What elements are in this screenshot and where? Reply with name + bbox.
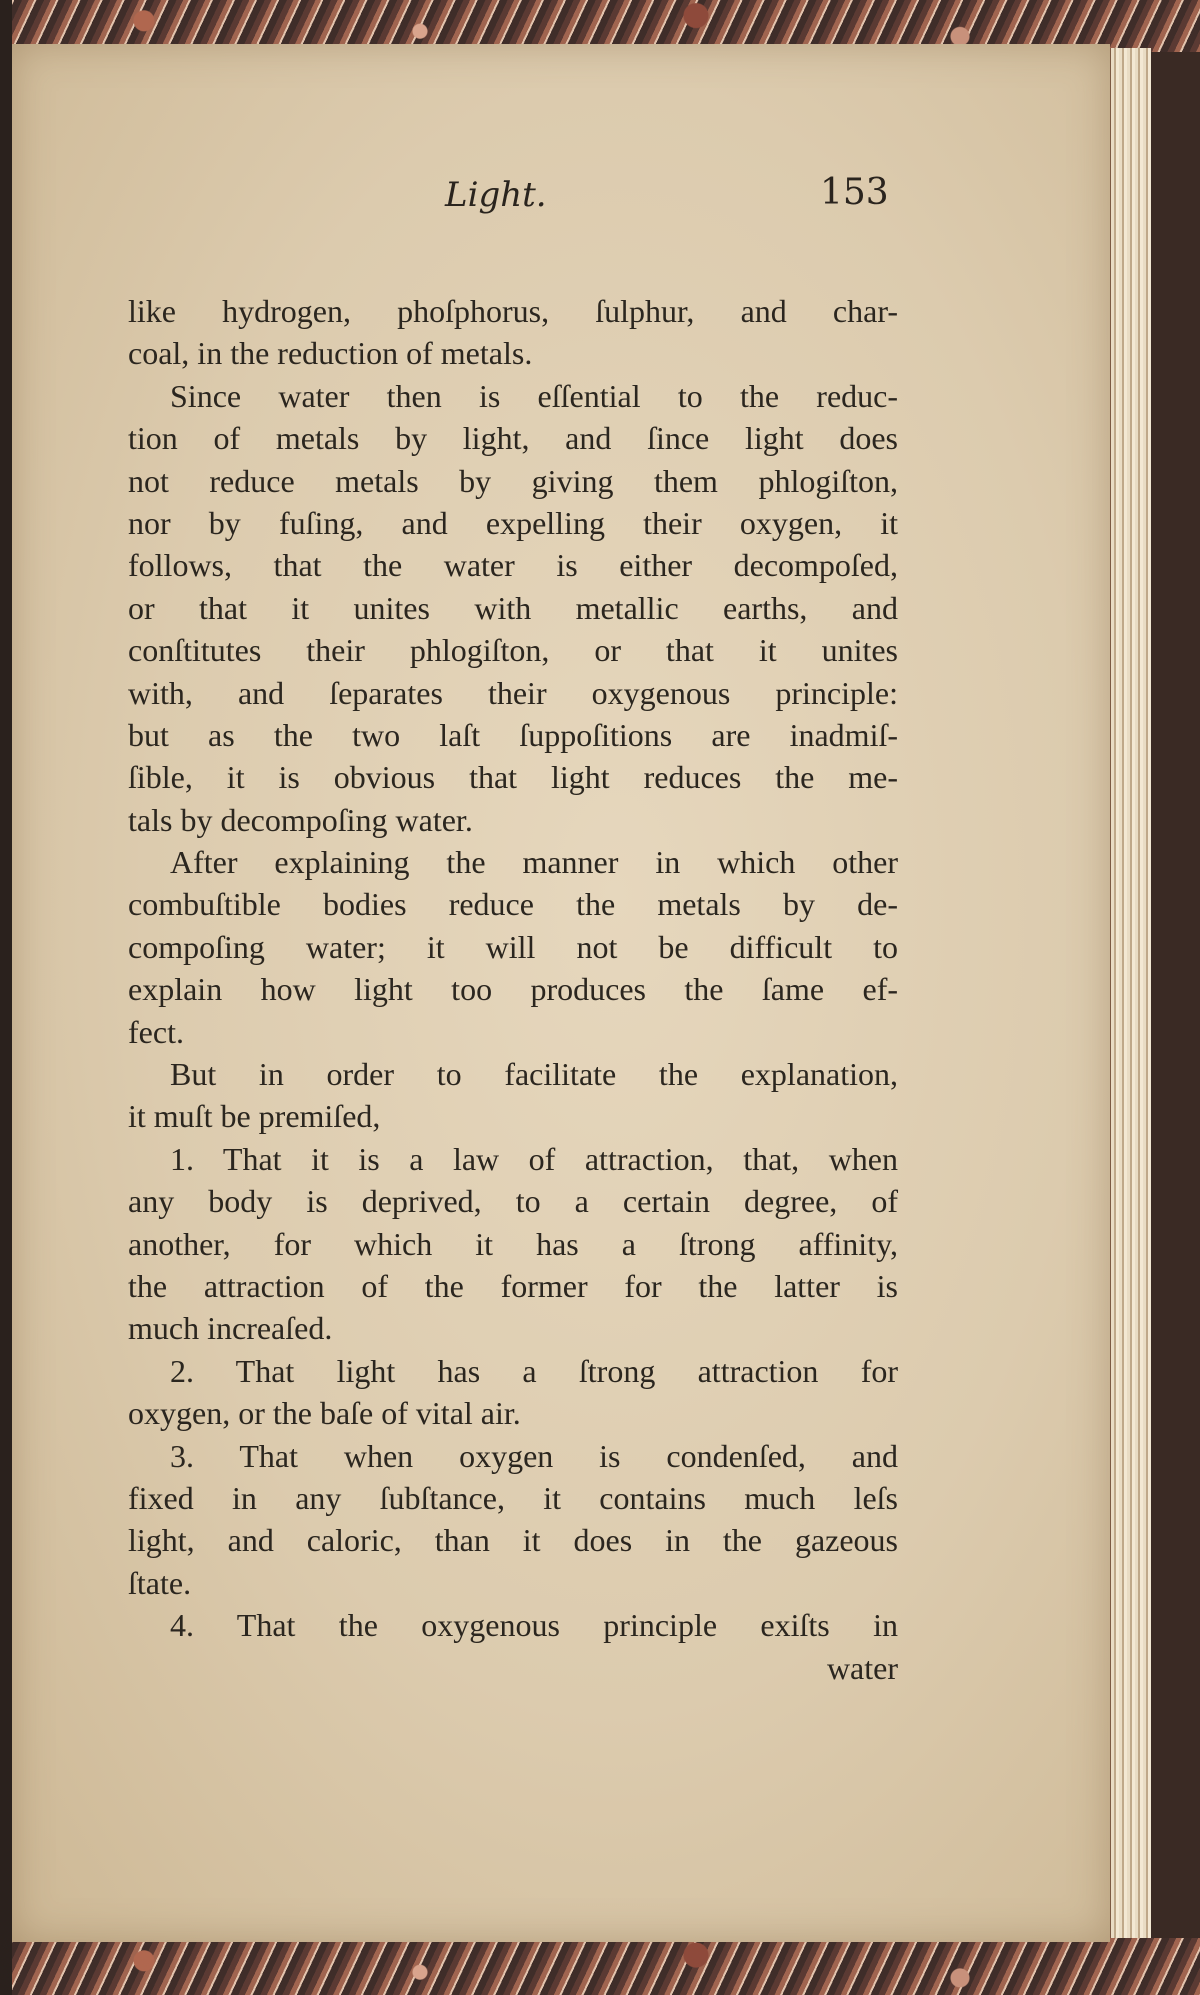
binding-shadow bbox=[0, 0, 12, 1995]
text-line: nor by fuſing, and expelling their oxygen, it bbox=[128, 504, 898, 541]
text-line: ſtate. bbox=[128, 1564, 192, 1601]
text-line: ſible, it is obvious that light reduces the me- bbox=[128, 759, 898, 796]
text-line: but as the two laſt ſuppoſitions are inadmiſ- bbox=[128, 716, 898, 753]
text-line: light, and caloric, than it does in the gazeous bbox=[128, 1522, 898, 1559]
text-line: any body is deprived, to a certain degree, of bbox=[128, 1183, 898, 1220]
text-line: After explaining the manner in which other bbox=[170, 844, 898, 881]
text-line: much increaſed. bbox=[128, 1310, 333, 1347]
text-line: oxygen, or the baſe of vital air. bbox=[128, 1395, 521, 1432]
page-edges bbox=[1108, 48, 1151, 1938]
text-line: But in order to facilitate the explanation, bbox=[170, 1056, 898, 1093]
catchword: water bbox=[826, 1649, 898, 1686]
text-line: like hydrogen, phoſphorus, ſulphur, and char- bbox=[128, 293, 898, 329]
body-text bbox=[128, 290, 898, 1689]
text-line: 1. That it is a law of attraction, that, when bbox=[170, 1140, 898, 1177]
marbled-edge-bottom bbox=[0, 1938, 1200, 1995]
text-line: the attraction of the former for the latter is bbox=[128, 1267, 898, 1304]
text-line: 4. That the oxygenous principle exiſts in bbox=[170, 1607, 898, 1644]
text-line: coal, in the reduction of metals. bbox=[128, 335, 533, 372]
text-line: tals by decompoſing water. bbox=[128, 801, 473, 838]
page-number: 153 bbox=[820, 172, 889, 213]
text-line: explain how light too produces the ſame ef- bbox=[128, 971, 898, 1008]
text-line: it muſt be premiſed, bbox=[128, 1098, 381, 1135]
running-head: Light. bbox=[445, 175, 547, 215]
text-line: Since water then is eſſential to the reduc- bbox=[170, 377, 898, 414]
text-line: combuſtible bodies reduce the metals by de- bbox=[128, 886, 898, 923]
text-line: 3. That when oxygen is condenſed, and bbox=[170, 1437, 898, 1474]
text-line: compoſing water; it will not be difficult to bbox=[128, 928, 898, 965]
text-line: or that it unites with metallic earths, and bbox=[128, 589, 898, 626]
text-line: with, and ſeparates their oxygenous principle: bbox=[128, 674, 898, 711]
text-line: fect. bbox=[128, 1013, 184, 1050]
text-line: fixed in any ſubſtance, it contains much leſs bbox=[128, 1479, 898, 1516]
text-line: conſtitutes their phlogiſton, or that it unites bbox=[128, 632, 898, 669]
text-line: follows, that the water is either decompoſed, bbox=[128, 547, 898, 584]
text-line: 2. That light has a ſtrong attraction for bbox=[170, 1352, 898, 1389]
text-line: not reduce metals by giving them phlogiſton, bbox=[128, 462, 898, 499]
text-line: tion of metals by light, and ſince light does bbox=[128, 420, 898, 457]
text-line: another, for which it has a ſtrong affinity, bbox=[128, 1225, 898, 1262]
